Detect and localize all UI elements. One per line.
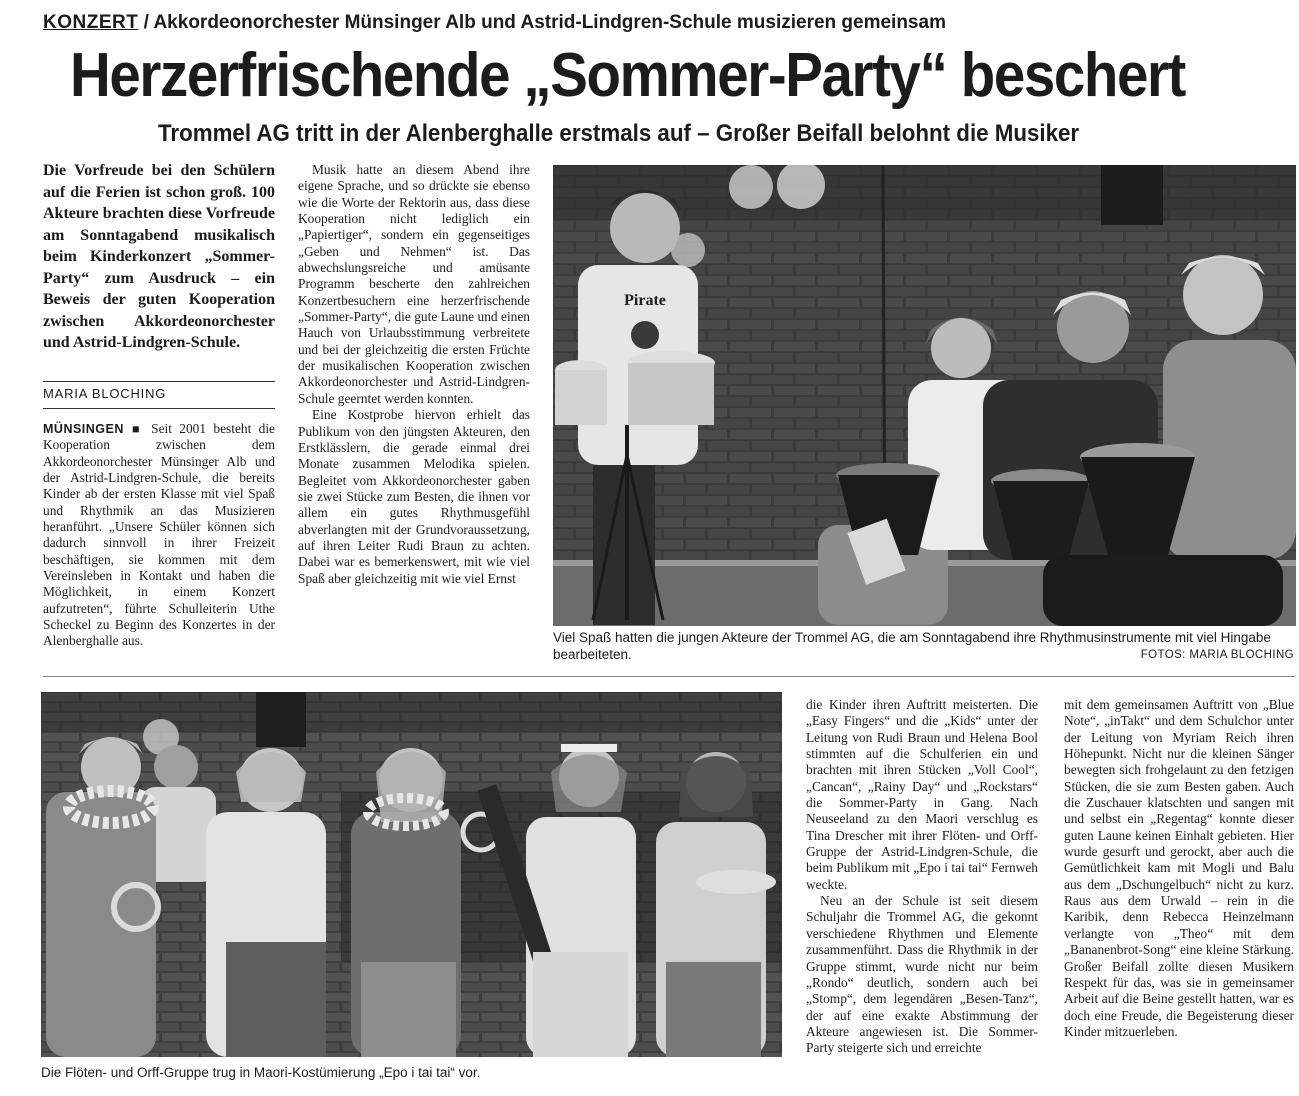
lead-paragraph: Die Vorfreude bei den Schülern auf die Ferien ist schon groß. 100 Akteure brachten diese Vorfreude am Sonntagabend musikalisch beim Kinderkonzert „Sommer-Party“ zum Ausdruck – ein Beweis der guten Kooperation zwischen Akkordeonorchester und Astrid-Lindgren-Schule. <box>43 162 275 351</box>
author-rule-bottom <box>43 408 275 409</box>
article-column-2 <box>298 162 530 587</box>
dateline: MÜNSINGEN ■ <box>43 422 144 436</box>
section-separator <box>43 676 1295 677</box>
photo-caption-drum-group: Viel Spaß hatten die jungen Akteure der Trommel AG, die am Sonntagabend ihre Rhythmusinstrumente mit viel Hingabe bearbeiteten. <box>553 630 1271 662</box>
photo-drum-group <box>553 165 1296 626</box>
article-column-4 <box>1064 697 1294 1040</box>
article-paragraph: Eine Kostprobe hiervon erhielt das Publikum von den jüngsten Akteuren, den Erstklässlern, die gerade einmal drei Monate zusammen Melodika spielen. Begleitet vom Akkordeonorchester gaben sie zwei Stücke zum Besten, die ihnen vor allem ein gutes Rhythmusgefühl abverlangten mit der Grundvoraussetzung, auf ihren Leiter Rudi Braun zu achten. Dabei war es bemerkenswert, mit wie viel Spaß aber gleichzeitig mit wie viel Ernst <box>298 407 530 586</box>
kicker-text: / Akkordeonorchester Münsinger Alb und Astrid-Lindgren-Schule musizieren gemeinsam <box>138 12 946 33</box>
kicker-line <box>43 12 946 34</box>
photo-orff-group <box>41 692 782 1057</box>
article-paragraph: die Kinder ihren Auftritt meisterten. Die „Easy Fingers“ und die „Kids“ unter der Leitung von Rudi Braun und Helena Bool stimmten auf die Schulferien ein und brachten mit ihren Stücken „Voll Cool“, „Cancan“, „Rainy Day“ und „Rockstars“ die Sommer-Party in Gang. Nach Neuseeland zu den Maori verschlug es Tina Drescher mit ihrer Flöten- und Orff-Gruppe der Astrid-Lindgren-Schule, die beim Publikum mit „Epo i tai tai“ Fernweh weckte. <box>806 697 1038 892</box>
photo-drum-group-image <box>553 165 1296 626</box>
article-column-1 <box>43 421 275 650</box>
shirt-print-text: Pirate <box>624 292 666 309</box>
photo-caption-orff-group: Die Flöten- und Orff-Gruppe trug in Maori-Kostümierung „Epo i tai tai“ vor. <box>41 1065 481 1080</box>
author-byline: MARIA BLOCHING <box>43 386 167 401</box>
article-paragraph: Musik hatte an diesem Abend ihre eigene Sprache, und so drückte sie ebenso wie die Worte der Rektorin aus, dass diese Kooperation nicht lediglich ein „Papiertiger“, sondern ein gegenseitiges „Geben und Nehmen“ ist. Das abwechslungsreiche und amüsante Programm bescherte den zahlreichen Konzertbesuchern eine herzerfrischende „Sommer-Party“, die gute Laune und einen Hauch von Urlaubsstimmung verbreitete und bei der gleichzeitig die ersten Früchte der musikalischen Kooperation zwischen Akkordeonorchester und Astrid-Lindgren-Schule geerntet werden konnten. <box>298 162 530 406</box>
article-paragraph: Neu an der Schule ist seit diesem Schuljahr die Trommel AG, die gekonnt verschiedene Rhythmen und Elemente zusammenführt. Dass die Rhythmik in der Gruppe stimmt, wurde nicht nur beim „Rondo“ deutlich, sondern auch bei „Stomp“, dem legendären „Besen-Tanz“, der auf eine exakte Abstimmung der Akteure angewiesen ist. Die Sommer-Party steigerte sich und erreichte <box>806 893 1038 1056</box>
article-column-3 <box>806 697 1038 1057</box>
headline: Herzerfrischende „Sommer-Party“ beschert <box>70 41 1185 110</box>
author-rule-top <box>43 381 275 382</box>
subheadline: Trommel AG tritt in der Alenberghalle erstmals auf – Großer Beifall belohnt die Musiker <box>158 120 1080 147</box>
photo-credit: FOTOS: MARIA BLOCHING <box>1140 649 1294 661</box>
article-paragraph <box>43 421 275 650</box>
article-paragraph: mit dem gemeinsamen Auftritt von „Blue Note“, „inTakt“ und dem Schulchor unter der Leitung von Myriam Reich ihren Höhepunkt. Nicht nur die kleinen Sänger bewegten sich frohgelaunt zu den fetzigen Stücken, die sie zum Besten gaben. Auch die Zuschauer klatschten und sangen mit und selbst ein „Regentag“ konnte dieser guten Laune keinen Einhalt gebieten. Hier wurde gesurft und gerockt, aber auch die Gemütlichkeit kam mit Mogli und Balu aus dem „Dschungelbuch“ nicht zu kurz. Raus aus dem Urwald – rein in die Karibik, denn Rebecca Heinzelmann verlangte von „Theo“ mit dem „Bananenbrot-Song“ eine kleine Stärkung. Großer Beifall zollte diesen Musikern Respekt für das, was sie in gemeinsamer Arbeit auf die Beine gestellt hatten, war es doch eine Freude, die Begeisterung dieser Kinder mitzuerleben. <box>1064 697 1294 1039</box>
photo-orff-group-image <box>41 692 782 1057</box>
article-text: Seit 2001 besteht die Kooperation zwischen dem Akkordeonorchester Münsinger Alb und der Astrid-Lindgren-Schule, die bereits Kinder ab der ersten Klasse mit viel Spaß und Rhythmik an das Musizieren heranführt. „Unsere Schüler können sich dadurch sinnvoll in ihrer Freizeit beschäftigen, sie kommen mit dem Vereinsleben in Kontakt und haben die Möglichkeit, in einem Konzert aufzutreten“, führte Schulleiterin Uthe Scheckel zu Beginn des Konzertes in der Alenberghalle aus. <box>43 421 275 649</box>
kicker-label: KONZERT <box>43 12 139 33</box>
